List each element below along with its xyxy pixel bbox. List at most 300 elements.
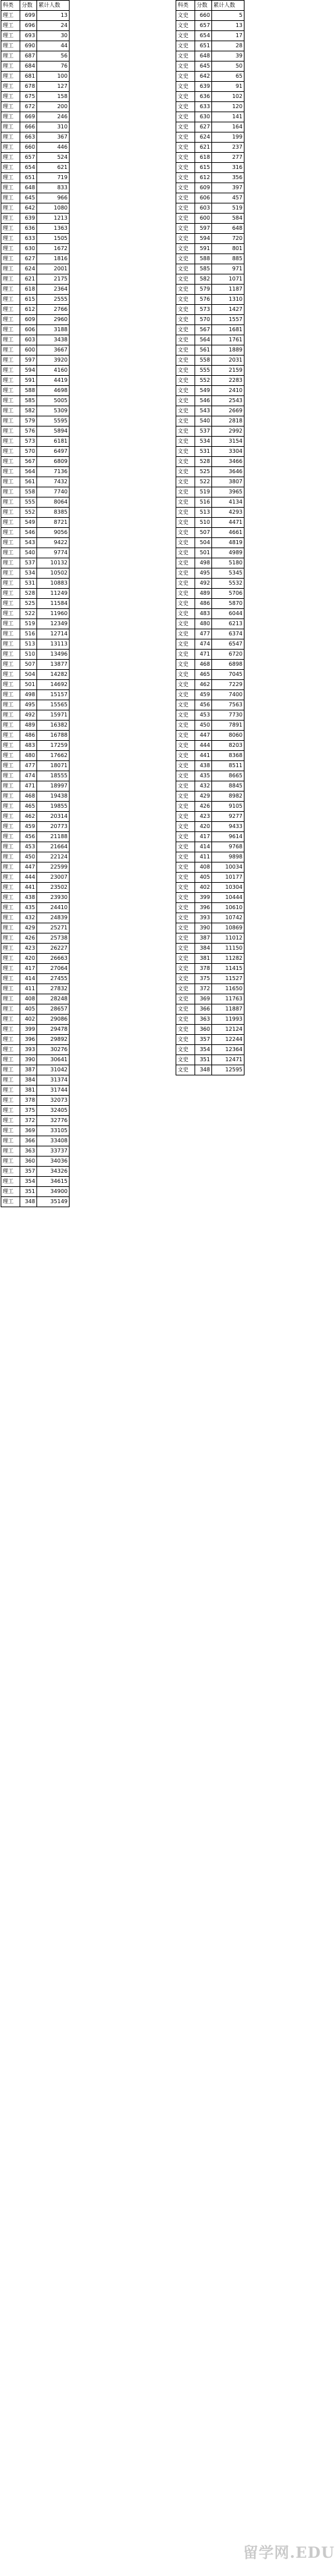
category-cell: 文史	[176, 883, 195, 893]
cumulative-count-cell: 23502	[37, 883, 70, 893]
category-cell: 文史	[176, 629, 195, 639]
score-cell: 606	[20, 325, 37, 335]
category-cell: 理工	[1, 203, 20, 214]
cumulative-count-cell: 8060	[212, 731, 244, 741]
category-cell: 文史	[176, 305, 195, 315]
table-row	[176, 396, 244, 406]
category-cell: 理工	[1, 163, 20, 173]
score-cell: 420	[20, 954, 37, 964]
category-cell: 理工	[1, 345, 20, 356]
table-row	[176, 92, 244, 102]
table-row	[1, 366, 70, 376]
table-row	[176, 558, 244, 568]
table-row	[1, 1096, 70, 1106]
table-row	[1, 1136, 70, 1146]
cumulative-count-cell: 141	[212, 112, 244, 122]
score-cell: 501	[20, 680, 37, 690]
score-cell: 348	[20, 1197, 37, 1207]
cumulative-count-cell: 4471	[212, 518, 244, 528]
table-row	[1, 132, 70, 143]
score-cell: 630	[20, 244, 37, 254]
score-cell: 573	[195, 305, 212, 315]
category-cell: 文史	[176, 21, 195, 31]
category-cell: 文史	[176, 497, 195, 508]
cumulative-count-cell: 6181	[37, 437, 70, 447]
table-row	[1, 518, 70, 528]
table-row	[1, 1035, 70, 1045]
cumulative-count-cell: 34036	[37, 1157, 70, 1167]
score-cell: 456	[195, 700, 212, 710]
category-cell: 文史	[176, 599, 195, 609]
category-cell: 文史	[176, 842, 195, 852]
category-cell: 理工	[1, 376, 20, 386]
cumulative-count-cell: 10444	[212, 893, 244, 903]
category-cell: 文史	[176, 437, 195, 447]
cumulative-count-cell: 2175	[37, 274, 70, 285]
score-cell: 621	[195, 143, 212, 153]
table-row	[176, 832, 244, 842]
score-cell: 549	[195, 386, 212, 396]
category-cell: 理工	[1, 893, 20, 903]
cumulative-count-cell: 5345	[212, 568, 244, 579]
category-cell: 文史	[176, 974, 195, 984]
table-row	[1, 913, 70, 923]
table-row	[176, 214, 244, 224]
score-cell: 444	[195, 741, 212, 751]
table-row	[1, 356, 70, 366]
score-cell: 513	[20, 639, 37, 650]
category-cell: 理工	[1, 497, 20, 508]
table-row	[1, 92, 70, 102]
category-cell: 理工	[1, 680, 20, 690]
score-cell: 612	[195, 173, 212, 183]
cumulative-count-cell: 10132	[37, 558, 70, 568]
table-row	[176, 1035, 244, 1045]
category-cell: 理工	[1, 761, 20, 771]
score-cell: 429	[20, 923, 37, 933]
table-row	[176, 143, 244, 153]
score-cell: 627	[195, 122, 212, 132]
table-row	[1, 477, 70, 487]
category-cell: 文史	[176, 964, 195, 974]
score-cell: 396	[20, 1035, 37, 1045]
table-row	[176, 224, 244, 234]
table-row	[1, 11, 70, 21]
category-cell: 文史	[176, 680, 195, 690]
cumulative-count-cell: 33737	[37, 1146, 70, 1157]
table-row	[1, 21, 70, 31]
cumulative-count-cell: 885	[212, 254, 244, 264]
score-cell: 465	[20, 802, 37, 812]
category-cell: 理工	[1, 396, 20, 406]
cumulative-count-cell: 11993	[212, 1015, 244, 1025]
category-cell: 理工	[1, 609, 20, 619]
score-cell: 564	[195, 335, 212, 345]
table-row	[176, 437, 244, 447]
category-cell: 文史	[176, 447, 195, 457]
cumulative-count-cell: 18997	[37, 781, 70, 792]
score-cell: 450	[20, 852, 37, 862]
table-row	[176, 1015, 244, 1025]
cumulative-count-cell: 4293	[212, 508, 244, 518]
table-row	[1, 741, 70, 751]
table-row	[1, 690, 70, 700]
cumulative-count-cell: 28248	[37, 994, 70, 1004]
category-cell: 理工	[1, 477, 20, 487]
score-cell: 591	[20, 376, 37, 386]
score-cell: 606	[195, 193, 212, 203]
table-row	[1, 295, 70, 305]
table-row	[1, 862, 70, 873]
category-cell: 文史	[176, 244, 195, 254]
score-cell: 669	[20, 112, 37, 122]
score-cell: 522	[20, 609, 37, 619]
category-cell: 文史	[176, 568, 195, 579]
cumulative-count-cell: 5595	[37, 416, 70, 427]
cumulative-count-cell: 199	[212, 132, 244, 143]
cumulative-count-cell: 9614	[212, 832, 244, 842]
score-cell: 567	[20, 457, 37, 467]
table-row	[176, 325, 244, 335]
cumulative-count-cell: 7432	[37, 477, 70, 487]
cumulative-count-cell: 12714	[37, 629, 70, 639]
table-row	[176, 234, 244, 244]
category-cell: 理工	[1, 842, 20, 852]
score-cell: 465	[195, 670, 212, 680]
score-cell: 381	[20, 1086, 37, 1096]
score-cell: 414	[195, 842, 212, 852]
category-cell: 文史	[176, 234, 195, 244]
table-row	[176, 802, 244, 812]
cumulative-count-cell: 12364	[212, 1045, 244, 1055]
table-row	[176, 72, 244, 82]
cumulative-count-cell: 10610	[212, 903, 244, 913]
category-cell: 文史	[176, 143, 195, 153]
category-cell: 理工	[1, 1045, 20, 1055]
table-row	[1, 406, 70, 416]
category-cell: 文史	[176, 558, 195, 568]
category-cell: 文史	[176, 51, 195, 62]
cumulative-count-cell: 6898	[212, 660, 244, 670]
score-cell: 360	[20, 1157, 37, 1167]
category-cell: 理工	[1, 143, 20, 153]
score-cell: 471	[195, 650, 212, 660]
table-row	[176, 457, 244, 467]
category-cell: 理工	[1, 660, 20, 670]
table-row	[176, 487, 244, 497]
cumulative-count-cell: 102	[212, 92, 244, 102]
cumulative-count-cell: 12595	[212, 1065, 244, 1075]
cumulative-count-cell: 11763	[212, 994, 244, 1004]
table-row	[1, 761, 70, 771]
table-row	[1, 376, 70, 386]
category-cell: 文史	[176, 325, 195, 335]
score-cell: 495	[195, 568, 212, 579]
category-cell: 理工	[1, 467, 20, 477]
score-cell: 366	[195, 1004, 212, 1015]
category-cell: 理工	[1, 832, 20, 842]
category-cell: 文史	[176, 1015, 195, 1025]
score-cell: 393	[20, 1045, 37, 1055]
category-cell: 文史	[176, 112, 195, 122]
score-cell: 579	[195, 285, 212, 295]
category-cell: 文史	[176, 792, 195, 802]
cumulative-count-cell: 5894	[37, 427, 70, 437]
score-cell: 495	[20, 700, 37, 710]
score-cell: 396	[195, 903, 212, 913]
table-row	[1, 122, 70, 132]
table-row	[1, 599, 70, 609]
category-cell: 文史	[176, 285, 195, 295]
category-cell: 文史	[176, 1065, 195, 1075]
score-cell: 489	[195, 589, 212, 599]
table-row	[176, 954, 244, 964]
category-cell: 理工	[1, 427, 20, 437]
table-row	[1, 832, 70, 842]
table-row	[1, 1146, 70, 1157]
cumulative-count-cell: 17259	[37, 741, 70, 751]
score-cell: 645	[20, 193, 37, 203]
score-cell: 357	[20, 1167, 37, 1177]
score-cell: 411	[20, 984, 37, 994]
table-row	[1, 1167, 70, 1177]
table-row	[1, 680, 70, 690]
score-cell: 459	[20, 822, 37, 832]
table-row	[1, 528, 70, 538]
score-cell: 498	[20, 690, 37, 700]
category-cell: 文史	[176, 579, 195, 589]
category-cell: 理工	[1, 558, 20, 568]
table-row	[176, 721, 244, 731]
cumulative-count-cell: 1427	[212, 305, 244, 315]
cumulative-count-cell: 3188	[37, 325, 70, 335]
category-cell: 文史	[176, 822, 195, 832]
score-cell: 390	[20, 1055, 37, 1065]
table-row	[1, 1116, 70, 1126]
category-cell: 理工	[1, 944, 20, 954]
cumulative-count-cell: 4698	[37, 386, 70, 396]
cumulative-count-cell: 8385	[37, 508, 70, 518]
score-cell: 699	[20, 11, 37, 21]
score-cell: 435	[20, 903, 37, 913]
score-cell: 687	[20, 51, 37, 62]
category-cell: 文史	[176, 72, 195, 82]
score-cell: 651	[20, 173, 37, 183]
table-row	[1, 335, 70, 345]
cumulative-count-cell: 1505	[37, 234, 70, 244]
score-cell: 642	[20, 203, 37, 214]
cumulative-count-cell: 2031	[212, 356, 244, 366]
cumulative-count-cell: 20314	[37, 812, 70, 822]
category-cell: 理工	[1, 305, 20, 315]
score-cell: 522	[195, 477, 212, 487]
score-cell: 573	[20, 437, 37, 447]
cumulative-count-cell: 1889	[212, 345, 244, 356]
cumulative-count-cell: 7045	[212, 670, 244, 680]
cumulative-count-cell: 33105	[37, 1126, 70, 1136]
table-row	[176, 1045, 244, 1055]
cumulative-count-cell: 720	[212, 234, 244, 244]
score-cell: 675	[20, 92, 37, 102]
table-row	[1, 305, 70, 315]
score-cell: 480	[195, 619, 212, 629]
cumulative-count-cell: 8511	[212, 761, 244, 771]
table-row	[1, 873, 70, 883]
score-cell: 516	[20, 629, 37, 639]
category-cell: 理工	[1, 264, 20, 274]
cumulative-count-cell: 11650	[212, 984, 244, 994]
cumulative-count-cell: 8368	[212, 751, 244, 761]
cumulative-count-cell: 9774	[37, 548, 70, 558]
category-cell: 理工	[1, 1055, 20, 1065]
table-row	[176, 193, 244, 203]
category-cell: 理工	[1, 1177, 20, 1187]
cumulative-count-cell: 356	[212, 173, 244, 183]
cumulative-count-cell: 76	[37, 62, 70, 72]
category-cell: 文史	[176, 700, 195, 710]
category-cell: 理工	[1, 102, 20, 112]
category-cell: 文史	[176, 345, 195, 356]
score-cell: 666	[20, 122, 37, 132]
category-cell: 理工	[1, 1116, 20, 1126]
score-cell: 615	[20, 295, 37, 305]
score-cell: 348	[195, 1065, 212, 1075]
table-row	[176, 315, 244, 325]
score-cell: 507	[195, 528, 212, 538]
table-row	[1, 751, 70, 761]
score-cell: 462	[20, 812, 37, 822]
cumulative-count-cell: 3965	[212, 487, 244, 497]
table-row	[1, 903, 70, 913]
score-cell: 672	[20, 102, 37, 112]
category-cell: 理工	[1, 457, 20, 467]
cumulative-count-cell: 32073	[37, 1096, 70, 1106]
cumulative-count-cell: 12471	[212, 1055, 244, 1065]
table-row	[1, 487, 70, 497]
cumulative-count-cell: 22124	[37, 852, 70, 862]
score-cell: 390	[195, 923, 212, 933]
category-cell: 文史	[176, 994, 195, 1004]
cumulative-count-cell: 4989	[212, 548, 244, 558]
category-cell: 理工	[1, 132, 20, 143]
score-cell: 603	[195, 203, 212, 214]
cumulative-count-cell: 1761	[212, 335, 244, 345]
score-cell: 408	[195, 862, 212, 873]
cumulative-count-cell: 1310	[212, 295, 244, 305]
table-row	[1, 964, 70, 974]
score-cell: 519	[20, 619, 37, 629]
table-row	[1, 1004, 70, 1015]
table-row	[1, 437, 70, 447]
table-row	[176, 933, 244, 944]
table-header-row	[176, 1, 244, 11]
score-cell: 516	[195, 497, 212, 508]
table-row	[176, 132, 244, 143]
score-cell: 609	[20, 315, 37, 325]
table-row	[1, 852, 70, 862]
category-cell: 理工	[1, 639, 20, 650]
category-cell: 文史	[176, 751, 195, 761]
cumulative-count-cell: 316	[212, 163, 244, 173]
cumulative-count-cell: 1557	[212, 315, 244, 325]
table-row	[1, 153, 70, 163]
category-cell: 理工	[1, 538, 20, 548]
cumulative-count-cell: 8665	[212, 771, 244, 781]
score-cell: 693	[20, 31, 37, 41]
category-cell: 文史	[176, 619, 195, 629]
category-cell: 文史	[176, 427, 195, 437]
category-cell: 理工	[1, 852, 20, 862]
cumulative-count-cell: 12124	[212, 1025, 244, 1035]
cumulative-count-cell: 25738	[37, 933, 70, 944]
category-cell: 文史	[176, 163, 195, 173]
category-cell: 文史	[176, 487, 195, 497]
score-cell: 486	[195, 599, 212, 609]
category-cell: 理工	[1, 224, 20, 234]
score-cell: 498	[195, 558, 212, 568]
cumulative-count-cell: 16788	[37, 731, 70, 741]
cumulative-count-cell: 2364	[37, 285, 70, 295]
table-row	[1, 1126, 70, 1136]
table-row	[1, 1187, 70, 1197]
category-cell: 文史	[176, 406, 195, 416]
table-row	[1, 1015, 70, 1025]
score-cell: 534	[20, 568, 37, 579]
score-cell: 375	[195, 974, 212, 984]
category-cell: 理工	[1, 1126, 20, 1136]
table-row	[1, 1157, 70, 1167]
table-row	[1, 893, 70, 903]
score-cell: 402	[195, 883, 212, 893]
cumulative-count-cell: 31042	[37, 1065, 70, 1075]
category-cell: 文史	[176, 984, 195, 994]
category-cell: 文史	[176, 923, 195, 933]
table-row	[1, 193, 70, 203]
score-cell: 660	[195, 11, 212, 21]
cumulative-count-cell: 9105	[212, 802, 244, 812]
score-cell: 600	[20, 345, 37, 356]
cumulative-count-cell: 28	[212, 41, 244, 51]
table-row	[1, 163, 70, 173]
score-cell: 477	[195, 629, 212, 639]
category-cell: 文史	[176, 771, 195, 781]
score-cell: 510	[195, 518, 212, 528]
cumulative-count-cell: 50	[212, 62, 244, 72]
cumulative-count-cell: 3667	[37, 345, 70, 356]
category-cell: 文史	[176, 173, 195, 183]
category-cell: 文史	[176, 873, 195, 883]
category-cell: 文史	[176, 538, 195, 548]
cumulative-count-cell: 100	[37, 72, 70, 82]
cumulative-count-cell: 16382	[37, 721, 70, 731]
cumulative-count-cell: 21188	[37, 832, 70, 842]
cumulative-count-cell: 15157	[37, 690, 70, 700]
score-cell: 576	[195, 295, 212, 305]
score-cell: 426	[195, 802, 212, 812]
category-cell: 理工	[1, 954, 20, 964]
table-row	[1, 173, 70, 183]
table-row	[176, 852, 244, 862]
score-cell: 432	[20, 913, 37, 923]
category-cell: 理工	[1, 994, 20, 1004]
category-cell: 理工	[1, 923, 20, 933]
score-cell: 387	[20, 1065, 37, 1075]
score-cell: 444	[20, 873, 37, 883]
score-cell: 477	[20, 761, 37, 771]
cumulative-count-cell: 2992	[212, 427, 244, 437]
table-row	[1, 457, 70, 467]
table-row	[176, 11, 244, 21]
